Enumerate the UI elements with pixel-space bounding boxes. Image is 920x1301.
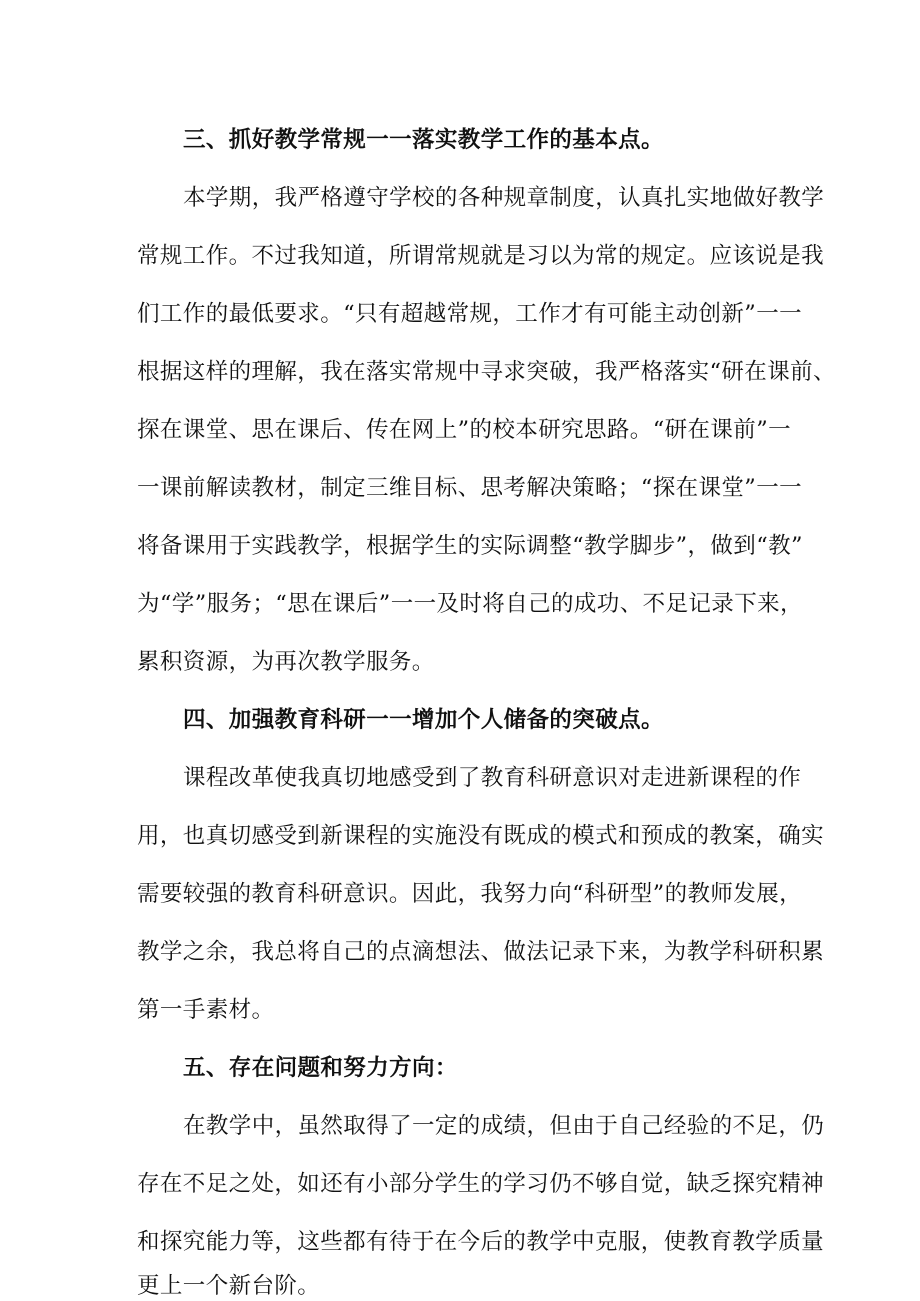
section-4-line-4: 教学之余，我总将自己的点滴想法、做法记录下来，为教学科研积累 [137,939,825,965]
section-3-line-4: 根据这样的理解，我在落实常规中寻求突破，我严格落实“研在课前、 [137,359,836,385]
section-4-line-3: 需要较强的教育科研意识。因此，我努力向“科研型”的教师发展， [137,881,803,907]
section-3-line-3: 们工作的最低要求。“只有超越常规，工作才有可能主动创新”一一 [137,301,803,327]
section-5-line-4: 更上一个新台阶。 [137,1273,321,1299]
section-3-heading: 三、抓好教学常规一一落实教学工作的基本点。 [183,127,664,153]
section-4-line-1: 课程改革使我真切地感受到了教育科研意识对走进新课程的作 [183,765,802,791]
section-4-line-5: 第一手素材。 [137,997,275,1023]
section-3-line-8: 为“学”服务；“思在课后”一一及时将自己的成功、不足记录下来， [137,591,803,617]
section-5-line-3: 和探究能力等，这些都有待于在今后的教学中克服，使教育教学质量 [137,1229,825,1255]
section-3-line-6: 一课前解读教材，制定三维目标、思考解决策略；“探在课堂”一一 [137,475,803,501]
section-5-line-1: 在教学中，虽然取得了一定的成绩，但由于自己经验的不足，仍 [183,1113,825,1139]
section-5-line-2: 存在不足之处，如还有小部分学生的学习仍不够自觉，缺乏探究精神 [137,1171,825,1197]
section-3-line-7: 将备课用于实践教学，根据学生的实际调整“教学脚步”，做到“教” [137,533,803,559]
section-5-heading: 五、存在问题和努力方向： [183,1055,458,1081]
section-3-line-2: 常规工作。不过我知道，所谓常规就是习以为常的规定。应该说是我 [137,243,825,269]
section-3-line-9: 累积资源，为再次教学服务。 [137,649,435,675]
section-3-line-5: 探在课堂、思在课后、传在网上”的校本研究思路。“研在课前”一 [137,417,792,443]
section-4-heading: 四、加强教育科研一一增加个人储备的突破点。 [183,707,664,733]
section-4-line-2: 用，也真切感受到新课程的实施没有既成的模式和预成的教案，确实 [137,823,825,849]
section-3-line-1: 本学期，我严格遵守学校的各种规章制度，认真扎实地做好教学 [183,185,825,211]
